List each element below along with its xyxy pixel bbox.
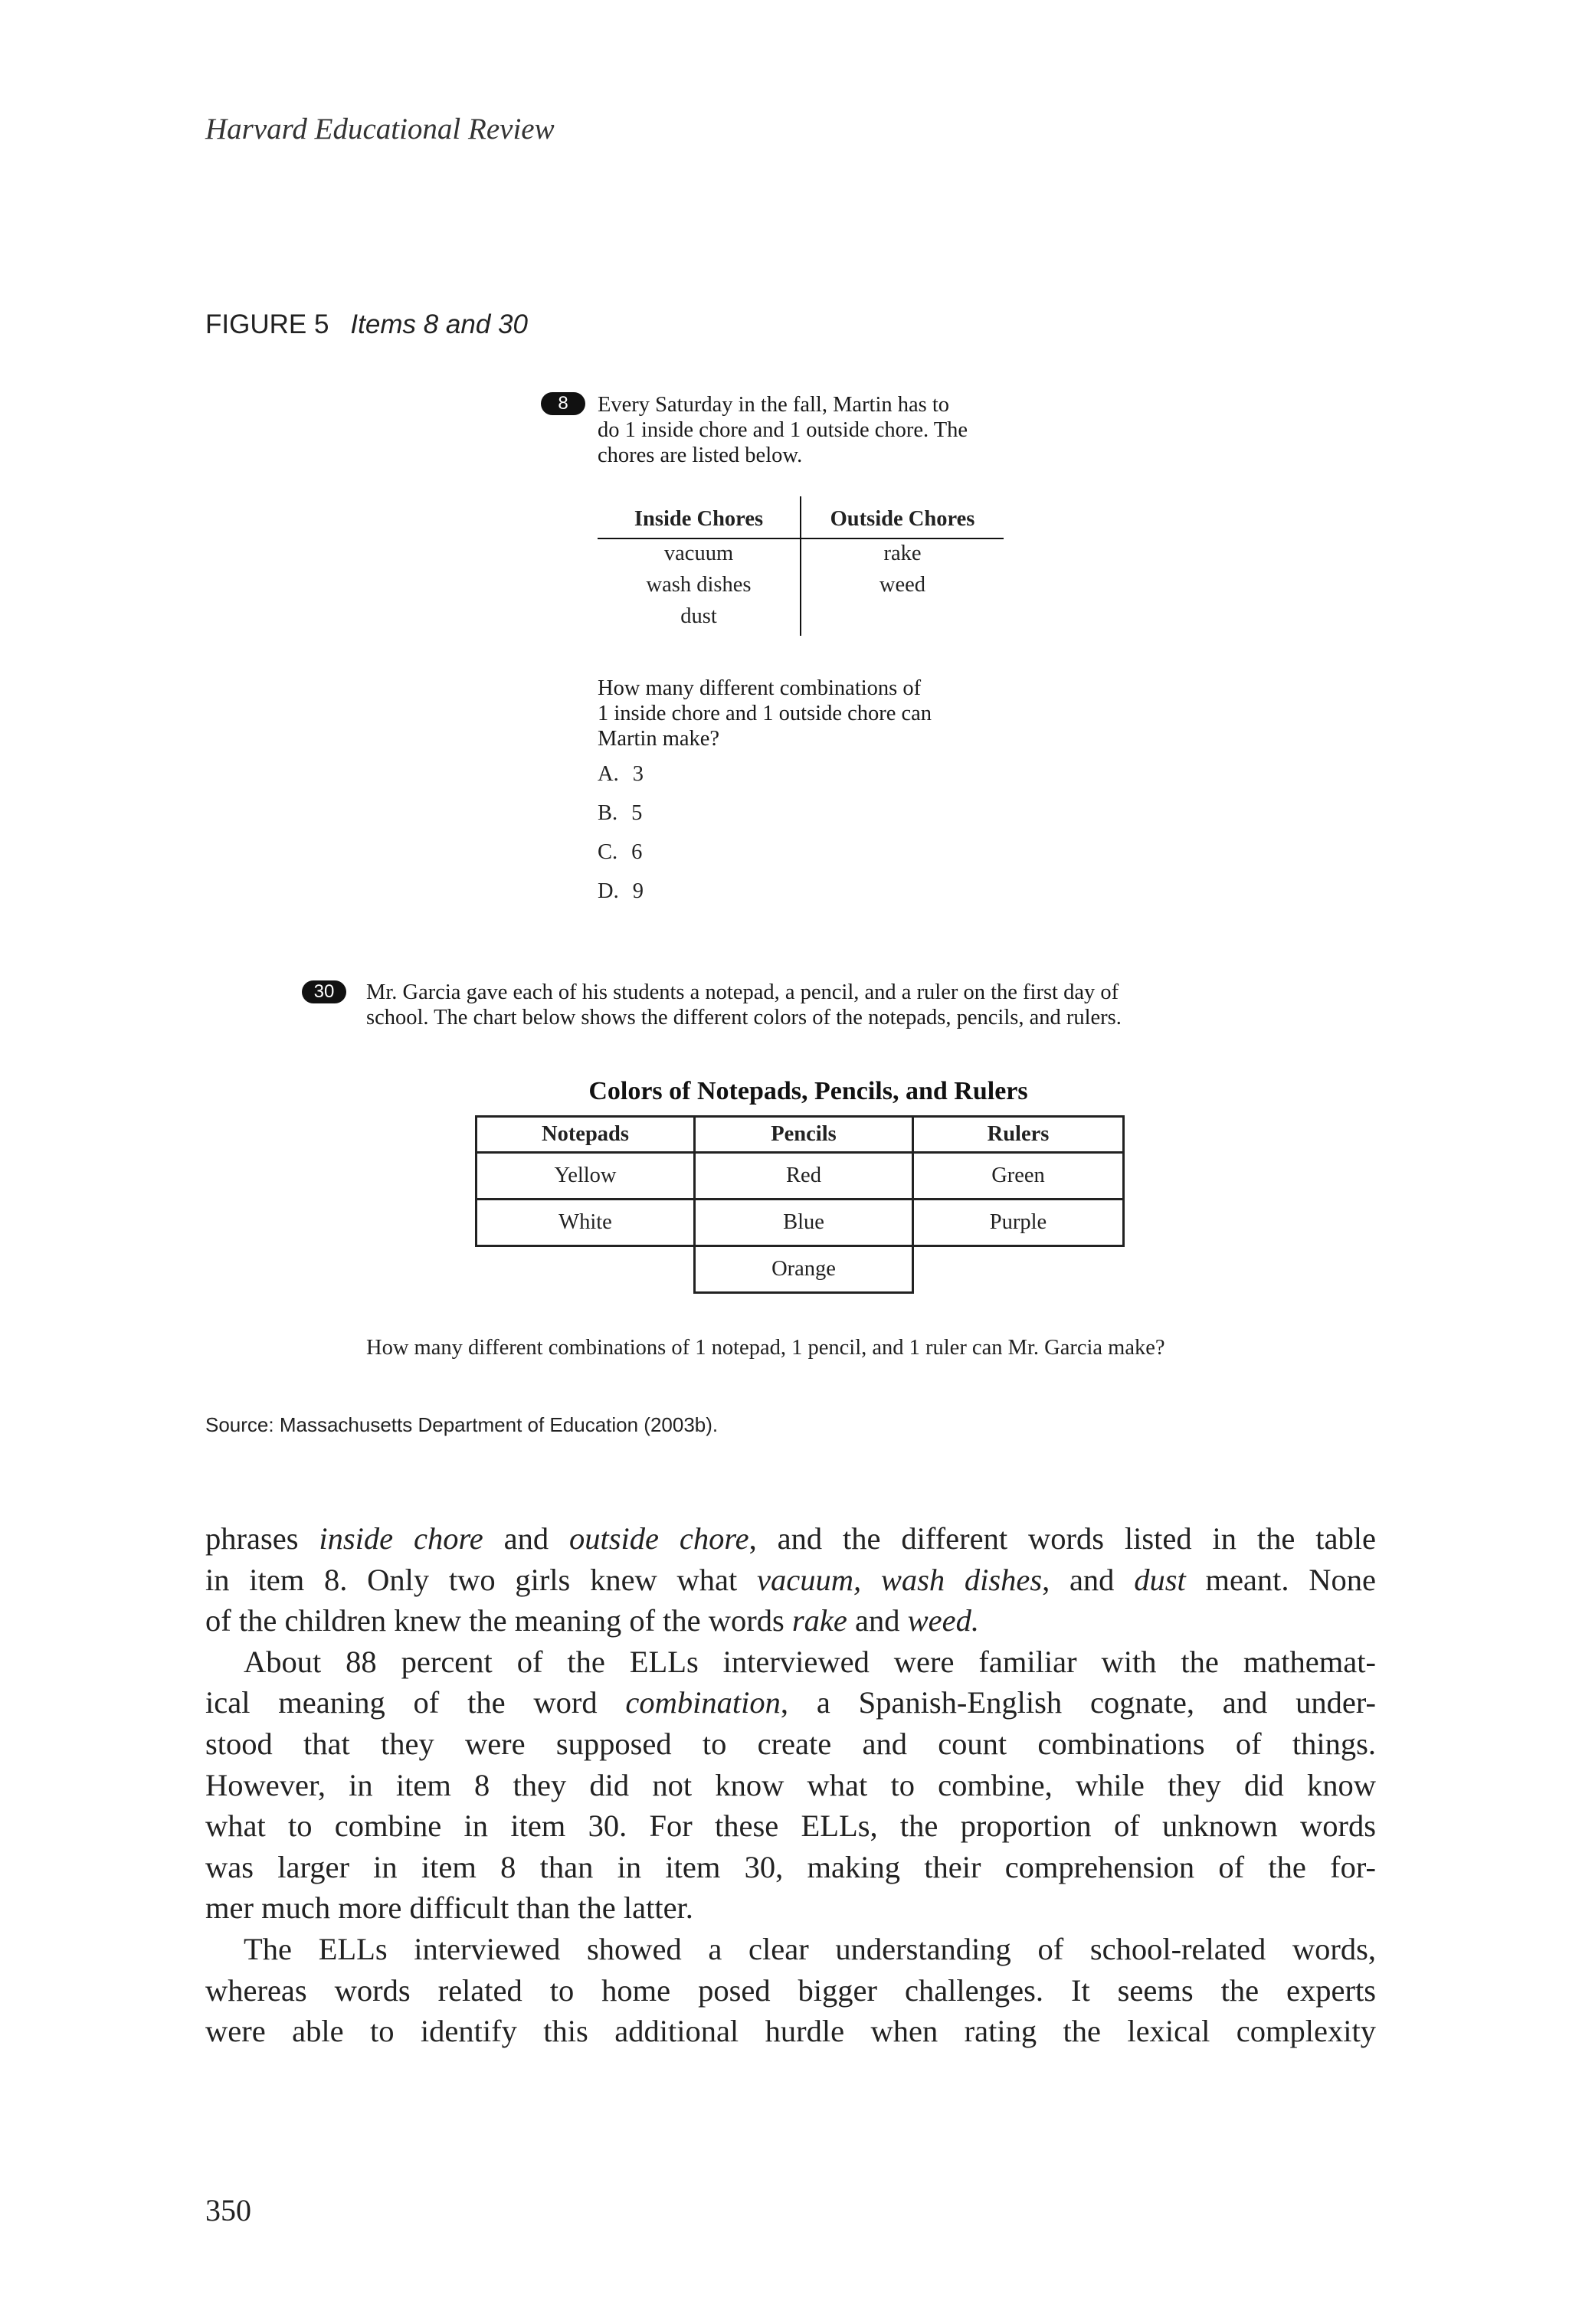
choice-value: 3 [632,762,644,786]
item-8-number-badge: 8 [541,392,585,415]
table-cell: Green [912,1151,1125,1200]
figure-title: Items 8 and 30 [350,309,528,339]
column-header: Outside Chores [830,507,975,531]
prompt-line: How many different combinations of [598,676,922,700]
table-cell: Purple [912,1198,1125,1247]
text-line: was larger in item 8 than in item 30, making their comprehension of the for- [205,1849,1376,1884]
figure-source: Source: Massachusetts Department of Education (2003b). [205,1413,719,1436]
column-header: Rulers [912,1115,1125,1154]
column-header: Notepads [475,1115,696,1154]
prompt-line: Martin make? [598,727,720,751]
table-cell: weed [879,573,926,597]
question-line: school. The chart below shows the different colors of the notepads, pencils, and rulers. [366,1006,1122,1029]
text-line: However, in item 8 they did not know what to combine, while they did know [205,1767,1376,1802]
prompt-line: 1 inside chore and 1 outside chore can [598,702,932,725]
text-line: phrases inside chore and outside chore, and the different words listed in the table [205,1521,1377,1556]
question-line: do 1 inside chore and 1 outside chore. The [598,418,968,442]
choice-letter: D. [598,879,619,903]
table-cell: dust [680,604,717,628]
table-cell: rake [883,542,922,565]
answer-choice [598,802,644,841]
colors-chart-title: Colors of Notepads, Pencils, and Rulers [588,1077,1028,1105]
item-30-number-badge: 30 [302,980,346,1003]
running-head: Harvard Educational Review [205,113,555,146]
text-line: in item 8. Only two girls knew what vacuum, wash dishes, and dust meant. None [205,1562,1376,1597]
text-line: mer much more difficult than the latter. [205,1890,693,1926]
question-line: Mr. Garcia gave each of his students a notepad, a pencil, and a ruler on the first day of [366,980,1119,1004]
text-line: what to combine in item 30. For these ELLs, the proportion of unknown words [205,1808,1376,1844]
choice-value: 6 [631,840,643,864]
item-8-question [598,392,968,468]
colors-table [475,1115,1125,1291]
body-text [205,1518,1376,2052]
figure-label: FIGURE 5 [205,309,329,339]
answer-choice [598,763,644,802]
table-cell: Orange [693,1245,914,1294]
item-30-question [366,980,1122,1030]
text-line: stood that they were supposed to create and count combinations of things. [205,1726,1376,1761]
choice-letter: C. [598,840,618,864]
table-cell: wash dishes [646,573,752,597]
choice-value: 5 [631,801,643,825]
outside-chores-column [801,507,1004,601]
text-line: whereas words related to home posed bigger challenges. It seems the experts [205,1972,1376,2008]
text-line: The ELLs interviewed showed a clear understanding of school-related words, [244,1931,1376,1966]
text-line: were able to identify this additional hurdle when rating the lexical complexity [205,2014,1376,2049]
table-cell: Blue [693,1198,914,1247]
answer-choice [598,880,644,919]
table-cell: White [475,1198,696,1247]
question-line: chores are listed below. [598,444,803,467]
answer-choice [598,841,644,880]
page-number: 350 [205,2193,251,2227]
choice-letter: A. [598,762,619,786]
figure-caption [205,309,528,340]
column-header: Pencils [693,1115,914,1154]
choice-letter: B. [598,801,618,825]
choice-value: 9 [632,879,644,903]
chores-table [598,496,1004,636]
text-line: About 88 percent of the ELLs interviewed were familiar with the mathemat- [244,1644,1376,1679]
item-8-choices [598,763,644,919]
text-line: of the children knew the meaning of the words rake and weed. [205,1603,979,1638]
question-line: Every Saturday in the fall, Martin has to [598,393,950,417]
table-cell: vacuum [663,542,734,565]
item-8-prompt [598,676,932,751]
column-header: Inside Chores [634,507,764,531]
table-cell: Yellow [475,1151,696,1200]
item-30-prompt: How many different combinations of 1 notepad, 1 pencil, and 1 ruler can Mr. Garcia make? [366,1336,1165,1360]
table-cell: Red [693,1151,914,1200]
text-line: ical meaning of the word combination, a Spanish-English cognate, and under- [205,1685,1376,1720]
inside-chores-column [598,507,800,632]
